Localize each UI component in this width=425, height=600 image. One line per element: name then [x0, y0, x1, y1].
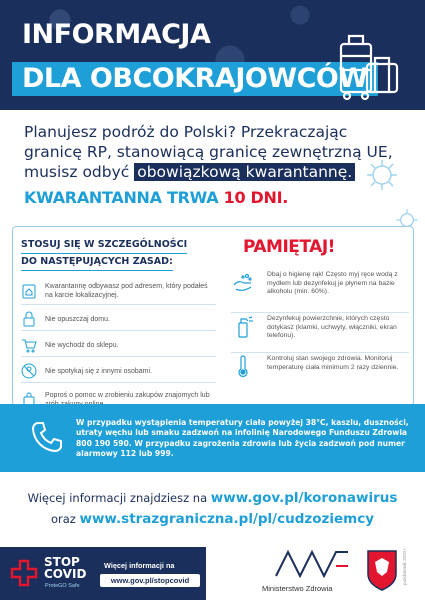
rules-list [21, 277, 216, 417]
intro-main: Planujesz podróż do Polski? Przekraczając granicę RP, stanowiącą granicę zewnętrzną UE, musisz odbyć [24, 123, 393, 181]
ministry-name: Ministerstwo Zdrowia [262, 584, 333, 593]
link-strazgraniczna[interactable]: www.strazgraniczna.pl/pl/cudzoziemcy [79, 511, 375, 527]
ministry-logo-icon [274, 546, 350, 580]
rules-heading-line2: DO NASTĘPUJĄCYCH ZASAD: [21, 254, 173, 271]
more-info-prefix: Więcej informacji znajdziesz na [27, 491, 211, 505]
intro-highlight: obowiązkową kwarantannę. [134, 163, 355, 181]
stopcovid-banner [0, 547, 206, 600]
stopcovid-more-label: Więcej informacji na [104, 561, 175, 570]
stopcovid-link[interactable]: www.gov.pl/stopcovid [100, 574, 200, 587]
luggage-icon [337, 30, 401, 102]
more-info-prefix2: oraz [50, 512, 80, 526]
title-line-2: DLA OBCOKRAJOWCÓW [12, 62, 378, 96]
rules-heading-line1: STOSUJ SIĘ W SZCZEGÓLNOŚCI [21, 237, 187, 254]
cart-icon [21, 337, 37, 353]
emergency-text: W przypadku wystąpienia temperatury ciała powyżej 38°C, kaszlu, duszności, utraty węchu lub smaku zadzwoń na infolinię Narodowego Funduszu Zdrowia 800 190 590. W przypadku zagrożenia zdrowia lub życia zadzwoń pod numer alarmowy 112 lub 999. [76, 418, 409, 458]
emergency-band [0, 404, 425, 472]
list-item [231, 313, 409, 353]
list-item [21, 360, 216, 383]
rules-box [12, 226, 414, 406]
phone-icon [30, 420, 64, 454]
footer-date: październik 2020 r. [402, 547, 407, 585]
quarantine-days: 10 DNI. [223, 188, 289, 207]
no-people-icon [21, 363, 37, 379]
home-clipboard-icon [21, 283, 37, 299]
thermometer-icon [231, 355, 255, 379]
rule-text: Poproś o pomoc w zrobieniu zakupów znajomych lub [45, 392, 210, 399]
hand-wash-icon [231, 271, 255, 295]
list-item [231, 269, 409, 313]
remember-text: Kontroluj stan swojego zdrowia. Monitoruj temperaturę ciała minimum 2 razy dziennie. [267, 355, 399, 371]
disinfect-icon [231, 315, 255, 339]
stopcovid-title-1: STOP [44, 555, 80, 569]
list-item [21, 277, 216, 305]
header-banner [0, 0, 425, 110]
rule-text: Nie spotykaj się z innymi osobami. [45, 367, 152, 375]
remember-title: PAMIĘTAJ! [243, 237, 335, 257]
intro-text [24, 122, 404, 182]
title-line-1: INFORMACJA [22, 19, 211, 50]
list-item [21, 308, 216, 331]
more-info-line2 [0, 511, 425, 527]
border-guard-emblem-icon [365, 548, 399, 592]
quarantine-label: KWARANTANNA TRWA [24, 188, 224, 207]
more-info-line1 [0, 490, 425, 506]
quarantine-duration [24, 188, 288, 207]
stopcovid-title [44, 556, 90, 580]
remember-text: Dbaj o higienę rąk! Często myj ręce wodą z mydłem lub dezynfekuj je płynem na bazie alkoholu (min. 60%). [267, 271, 398, 296]
rules-heading [21, 237, 221, 271]
remember-list [231, 269, 409, 391]
virus-icon [365, 158, 399, 192]
stopcovid-title-2: COVID [44, 567, 87, 581]
stopcovid-cross-icon [10, 559, 38, 587]
lock-icon [21, 311, 37, 327]
remember-text: Dezynfekuj powierzchnie, których często dotykasz (klamki, uchwyty, włączniki, ekran telefonu). [267, 315, 397, 340]
list-item [21, 334, 216, 357]
link-koronawirus[interactable]: www.gov.pl/koronawirus [210, 490, 398, 506]
rule-text: Nie opuszczaj domu. [45, 315, 110, 323]
list-item [231, 353, 409, 391]
rule-text: Nie wychodź do sklepu. [45, 341, 119, 349]
rule-text: Kwarantannę odbywasz pod adresem, który podałeś na karcie lokalizacyjnej. [45, 282, 208, 299]
stopcovid-subtitle: ProteGO Safe [45, 583, 80, 589]
